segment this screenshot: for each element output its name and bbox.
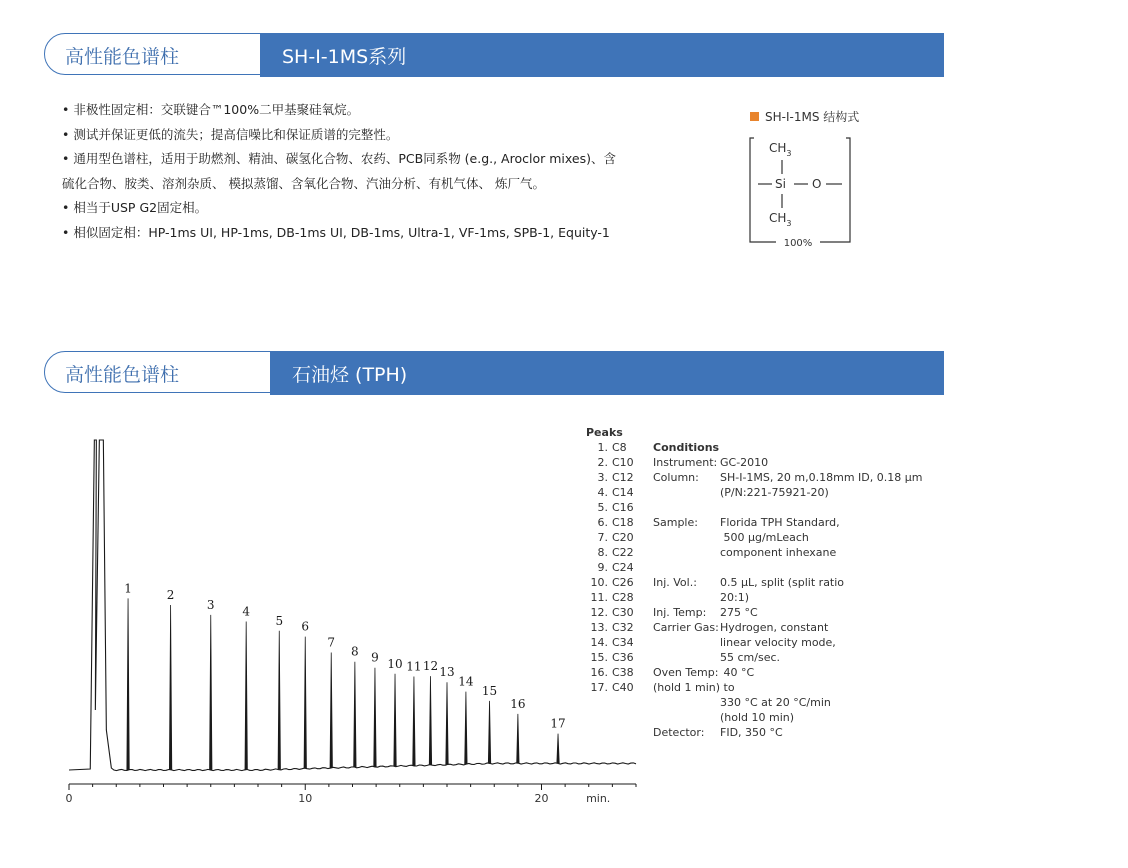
feature-item: • 相当于USP G2固定相。 — [62, 200, 208, 215]
peak-10 — [394, 674, 396, 766]
peak-label: 4 — [242, 604, 251, 619]
formula-oxygen: O — [812, 177, 822, 191]
banner-title: SH-I-1MS系列 — [282, 46, 407, 68]
peak-number: 2. — [597, 456, 608, 469]
banner-bar — [270, 351, 944, 395]
x-tick-label: 10 — [298, 792, 313, 805]
condition-value: 275 °C — [720, 606, 758, 619]
peak-compound: C10 — [612, 456, 634, 469]
condition-value: 330 °C at 20 °C/min — [720, 696, 831, 709]
condition-value: linear velocity mode, — [720, 636, 836, 649]
condition-value: FID, 350 °C — [720, 726, 783, 739]
peak-5 — [278, 631, 280, 770]
peak-list-item — [586, 500, 634, 515]
peak-list-item — [586, 455, 634, 470]
condition-row — [653, 470, 922, 485]
peak-list-item — [586, 545, 634, 560]
condition-row — [653, 710, 922, 725]
peak-compound: C14 — [612, 486, 634, 499]
condition-value: Hydrogen, constant — [720, 621, 829, 634]
condition-row — [653, 575, 922, 590]
chromatogram-chart — [52, 430, 642, 810]
formula-top-group: $CH_3$ — [769, 141, 792, 158]
condition-label: Sample: — [653, 516, 698, 529]
peak-14 — [465, 692, 467, 765]
peak-number: 16. — [590, 666, 608, 679]
peak-list-item — [586, 665, 634, 680]
peak-number: 17. — [590, 681, 608, 694]
peak-label: 1 — [124, 581, 132, 596]
peak-list-item — [586, 470, 634, 485]
peak-number: 4. — [597, 486, 608, 499]
peak-number: 13. — [590, 621, 608, 634]
condition-value: (hold 10 min) — [720, 711, 795, 724]
condition-label: Instrument: — [653, 456, 718, 469]
condition-row — [653, 605, 922, 620]
peak-compound: C34 — [612, 636, 634, 649]
peak-number: 15. — [590, 651, 608, 664]
condition-value: component inhexane — [720, 546, 837, 559]
peak-7 — [330, 652, 332, 768]
peak-13 — [446, 682, 448, 765]
peak-label: 8 — [351, 644, 359, 659]
condition-row — [653, 560, 922, 575]
condition-row — [653, 500, 922, 515]
condition-label: Inj. Vol.: — [653, 576, 697, 589]
condition-value: 20:1) — [720, 591, 749, 604]
peak-4 — [245, 622, 247, 771]
peak-list-item — [586, 635, 634, 650]
peak-label: 12 — [422, 659, 439, 674]
peak-8 — [354, 662, 356, 768]
condition-row — [653, 665, 922, 680]
condition-row — [653, 530, 922, 545]
peak-compound: C32 — [612, 621, 634, 634]
peak-1 — [127, 598, 129, 770]
peak-compound: C30 — [612, 606, 634, 619]
section-banner-tph — [44, 351, 944, 395]
peak-number: 14. — [590, 636, 608, 649]
peak-compound: C40 — [612, 681, 634, 694]
condition-row — [653, 650, 922, 665]
peak-list-item — [586, 590, 634, 605]
condition-row — [653, 635, 922, 650]
peaks-list — [586, 425, 634, 695]
peak-label: 5 — [275, 613, 284, 628]
peak-number: 5. — [597, 501, 608, 514]
banner-tag-label: 高性能色谱柱 — [65, 46, 180, 68]
peak-compound: C16 — [612, 501, 634, 514]
condition-row — [653, 485, 922, 500]
feature-item: • 相似固定相：HP-1ms UI, HP-1ms, DB-1ms UI, DB-1ms, Ultra-1, VF-1ms, SPB-1, Equity-1 — [62, 224, 610, 240]
peak-label: 7 — [327, 635, 336, 650]
peak-11 — [413, 677, 415, 766]
structural-formula — [748, 132, 858, 248]
banner-bar — [260, 33, 944, 77]
peak-compound: C22 — [612, 546, 634, 559]
condition-row — [653, 695, 922, 710]
peak-number: 3. — [597, 471, 608, 484]
peak-compound: C26 — [612, 576, 634, 589]
condition-value: GC-2010 — [720, 456, 769, 469]
peak-number: 1. — [597, 441, 608, 454]
peak-15 — [488, 701, 490, 764]
peak-list-item — [586, 680, 634, 695]
condition-label: Inj. Temp: — [653, 606, 707, 619]
condition-value: 0.5 μL, split (split ratio — [720, 576, 845, 589]
x-axis-label: min. — [586, 792, 611, 805]
peak-compound: C18 — [612, 516, 634, 529]
peak-number: 9. — [597, 561, 608, 574]
condition-row — [653, 680, 922, 695]
peak-label: 14 — [458, 674, 474, 689]
peak-compound: C8 — [612, 441, 627, 454]
condition-label: Detector: — [653, 726, 705, 739]
peak-number: 11. — [590, 591, 608, 604]
structure-title-text: SH-I-1MS 结构式 — [765, 110, 860, 124]
condition-label: Column: — [653, 471, 699, 484]
banner-title: 石油烃 (TPH) — [292, 364, 408, 386]
condition-row — [653, 545, 922, 560]
structure-title — [750, 108, 859, 125]
peak-number: 6. — [597, 516, 608, 529]
condition-row — [653, 515, 922, 530]
condition-value: 40 °C — [720, 666, 755, 679]
peak-label: 17 — [550, 716, 566, 731]
feature-item: • 通用型色谱柱，适用于助燃剂、精油、碳氢化合物、农药、PCB同系物 (e.g., Aroclor mixes)、含 — [62, 151, 616, 166]
condition-label: Carrier Gas: — [653, 621, 719, 634]
feature-item: • 非极性固定相：交联键合™100%二甲基聚硅氧烷。 — [62, 102, 360, 117]
condition-row — [653, 455, 922, 470]
peak-list-item — [586, 620, 634, 635]
peak-list-item — [586, 650, 634, 665]
formula-percent: 100% — [783, 238, 813, 248]
feature-list — [62, 98, 672, 245]
peak-list-item — [586, 575, 634, 590]
formula-bottom-group: $CH_3$ — [769, 211, 792, 228]
peak-label: 10 — [387, 656, 403, 671]
condition-value: Florida TPH Standard, — [720, 516, 840, 529]
condition-label: (hold 1 min) to — [653, 681, 735, 694]
peak-list-item — [586, 530, 634, 545]
peak-label: 16 — [510, 696, 526, 711]
peak-compound: C28 — [612, 591, 634, 604]
peak-list-item — [586, 515, 634, 530]
peak-number: 8. — [597, 546, 608, 559]
banner-tag — [44, 33, 262, 75]
peak-2 — [169, 605, 171, 770]
x-tick-label: 0 — [65, 792, 73, 805]
feature-item: 硫化合物、胺类、溶剂杂质、 模拟蒸馏、含氧化合物、汽油分析、有机气体、 炼厂气。 — [62, 175, 545, 191]
condition-value: SH-I-1MS, 20 m,0.18mm ID, 0.18 μm — [720, 471, 923, 484]
peak-3 — [210, 615, 212, 770]
peak-compound: C36 — [612, 651, 634, 664]
condition-value: (P/N:221-75921-20) — [720, 486, 829, 499]
peak-number: 7. — [597, 531, 608, 544]
section-banner-column-series — [44, 33, 944, 77]
peak-label: 2 — [166, 588, 175, 602]
peak-compound: C24 — [612, 561, 634, 574]
peak-list-item — [586, 605, 634, 620]
peak-compound: C12 — [612, 471, 634, 484]
x-tick-label: 20 — [534, 792, 549, 805]
peak-label: 11 — [406, 659, 422, 674]
orange-square-icon — [750, 112, 759, 121]
condition-value: 500 μg/mLeach — [720, 531, 809, 544]
condition-row — [653, 725, 922, 740]
conditions-heading: Conditions — [653, 441, 720, 454]
condition-label: Oven Temp: — [653, 666, 719, 679]
peak-label: 3 — [206, 597, 215, 612]
peak-label: 9 — [371, 650, 379, 665]
peak-compound: C20 — [612, 531, 634, 544]
conditions-panel — [653, 440, 922, 740]
peak-9 — [374, 668, 376, 767]
peak-label: 6 — [301, 619, 310, 634]
peak-list-item — [586, 485, 634, 500]
condition-row — [653, 620, 922, 635]
peak-16 — [517, 714, 519, 764]
peak-list-item — [586, 560, 634, 575]
peak-12 — [429, 676, 431, 765]
peak-label: 15 — [481, 683, 498, 698]
peak-list-item — [586, 440, 634, 455]
peak-17 — [557, 734, 559, 764]
condition-value: 55 cm/sec. — [720, 651, 781, 664]
banner-tag — [44, 351, 272, 393]
peak-label: 13 — [439, 665, 455, 680]
condition-row — [653, 590, 922, 605]
feature-item: • 测试并保证更低的流失；提高信噪比和保证质谱的完整性。 — [62, 126, 399, 142]
peak-compound: C38 — [612, 666, 634, 679]
peak-number: 10. — [590, 576, 608, 589]
formula-silicon: Si — [775, 177, 786, 191]
banner-tag-label: 高性能色谱柱 — [65, 364, 180, 386]
peak-number: 12. — [590, 606, 608, 619]
peak-6 — [304, 637, 306, 769]
peaks-heading: Peaks — [586, 426, 623, 439]
